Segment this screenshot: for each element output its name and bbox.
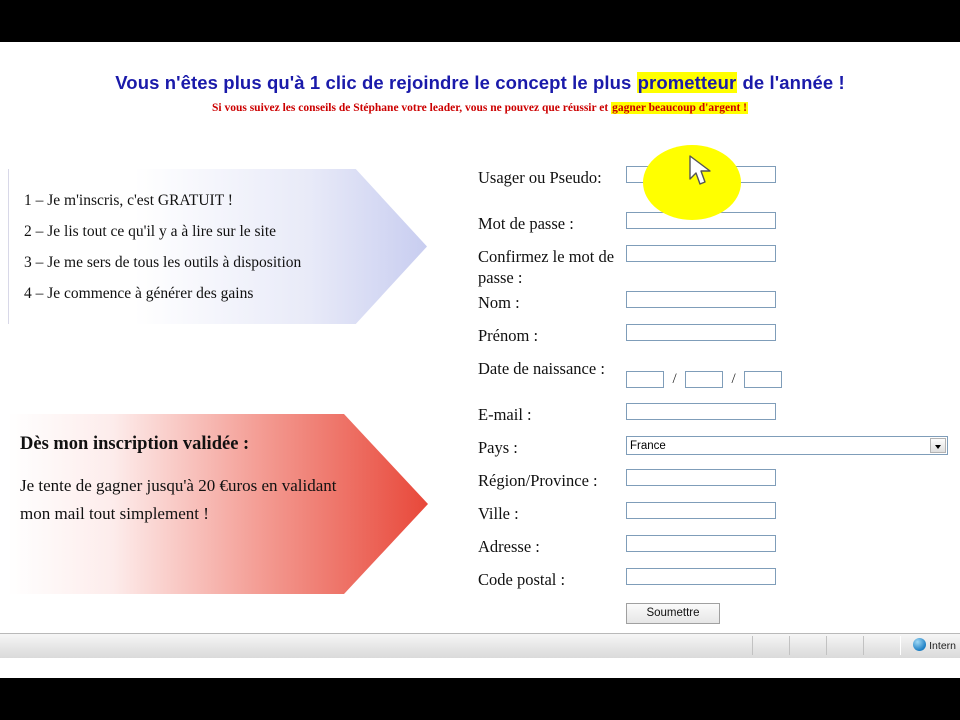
security-zone-indicator[interactable] — [913, 637, 956, 655]
city-input[interactable] — [626, 502, 776, 519]
status-cell-2 — [789, 636, 827, 655]
subline-highlight: gagner beaucoup d'argent ! — [612, 102, 748, 114]
status-cell-3 — [826, 636, 864, 655]
region-label: Région/Province : — [478, 471, 598, 490]
birthdate-group — [626, 371, 782, 389]
security-zone-label: Intern — [929, 640, 956, 652]
email-label: E-mail : — [478, 405, 532, 424]
pseudo-label: Usager ou Pseudo: — [478, 168, 602, 187]
headline-highlight: prometteur — [637, 72, 737, 93]
firstname-label: Prénom : — [478, 326, 539, 345]
steps-list — [24, 185, 404, 309]
list-item: 1 – Je m'inscris, c'est GRATUIT ! — [24, 192, 233, 209]
birthdate-year-input[interactable] — [744, 371, 782, 388]
headline-part-2: de l'année ! — [737, 72, 845, 93]
chevron-down-icon[interactable] — [930, 438, 946, 453]
submit-button[interactable]: Soumettre — [626, 603, 720, 624]
subline-part-1: Si vous suivez les conseils de Stéphane votre leader, vous ne pouvez que réussir et — [211, 102, 612, 114]
form-row-zip — [478, 566, 948, 599]
address-label: Adresse : — [478, 537, 540, 556]
promise-title: Dès mon inscription validée : — [20, 434, 250, 454]
zip-label: Code postal : — [478, 570, 566, 589]
headline-part-1: Vous n'êtes plus qu'à 1 clic de rejoindre le concept le plus — [115, 72, 637, 93]
zip-input[interactable] — [626, 568, 776, 585]
address-input[interactable] — [626, 535, 776, 552]
password-confirm-input[interactable] — [626, 245, 776, 262]
lastname-input[interactable] — [626, 291, 776, 308]
birthdate-separator-2: / — [731, 371, 736, 388]
birthdate-month-input[interactable] — [685, 371, 723, 388]
password-label: Mot de passe : — [478, 214, 574, 233]
list-item: 4 – Je commence à générer des gains — [24, 285, 254, 302]
page-headline — [0, 72, 960, 94]
form-row-birthdate — [478, 355, 948, 401]
status-cell-4 — [863, 636, 901, 655]
page-content — [0, 42, 960, 678]
list-item: 3 – Je me sers de tous les outils à disposition — [24, 254, 302, 271]
firstname-input[interactable] — [626, 324, 776, 341]
promise-body: Je tente de gagner jusqu'à 20 €uros en validant mon mail tout simplement ! — [20, 476, 337, 523]
birthdate-separator-1: / — [672, 371, 677, 388]
form-row-address — [478, 533, 948, 566]
password-confirm-label: Confirmez le mot de passe : — [478, 247, 615, 287]
registration-form — [478, 164, 948, 632]
browser-status-bar — [0, 633, 960, 658]
form-row-region — [478, 467, 948, 500]
lastname-label: Nom : — [478, 293, 520, 312]
form-row-submit — [478, 599, 948, 632]
city-label: Ville : — [478, 504, 519, 523]
browser-page — [0, 42, 960, 678]
mouse-cursor-icon — [688, 155, 716, 187]
country-select[interactable] — [626, 436, 948, 455]
email-input[interactable] — [626, 403, 776, 420]
region-input[interactable] — [626, 469, 776, 486]
country-label: Pays : — [478, 438, 518, 457]
form-row-email — [478, 401, 948, 434]
page-subline — [0, 102, 960, 114]
birthdate-label: Date de naissance : — [478, 359, 605, 378]
list-item: 2 – Je lis tout ce qu'il y a à lire sur le site — [24, 223, 277, 240]
country-selected-value: France — [630, 440, 666, 452]
form-row-password-confirm — [478, 243, 948, 289]
form-row-lastname — [478, 289, 948, 322]
globe-icon — [913, 638, 926, 651]
status-cell-1 — [752, 636, 790, 655]
form-row-city — [478, 500, 948, 533]
form-row-firstname — [478, 322, 948, 355]
form-row-country — [478, 434, 948, 467]
birthdate-day-input[interactable] — [626, 371, 664, 388]
page-bottom-strip — [0, 658, 960, 678]
